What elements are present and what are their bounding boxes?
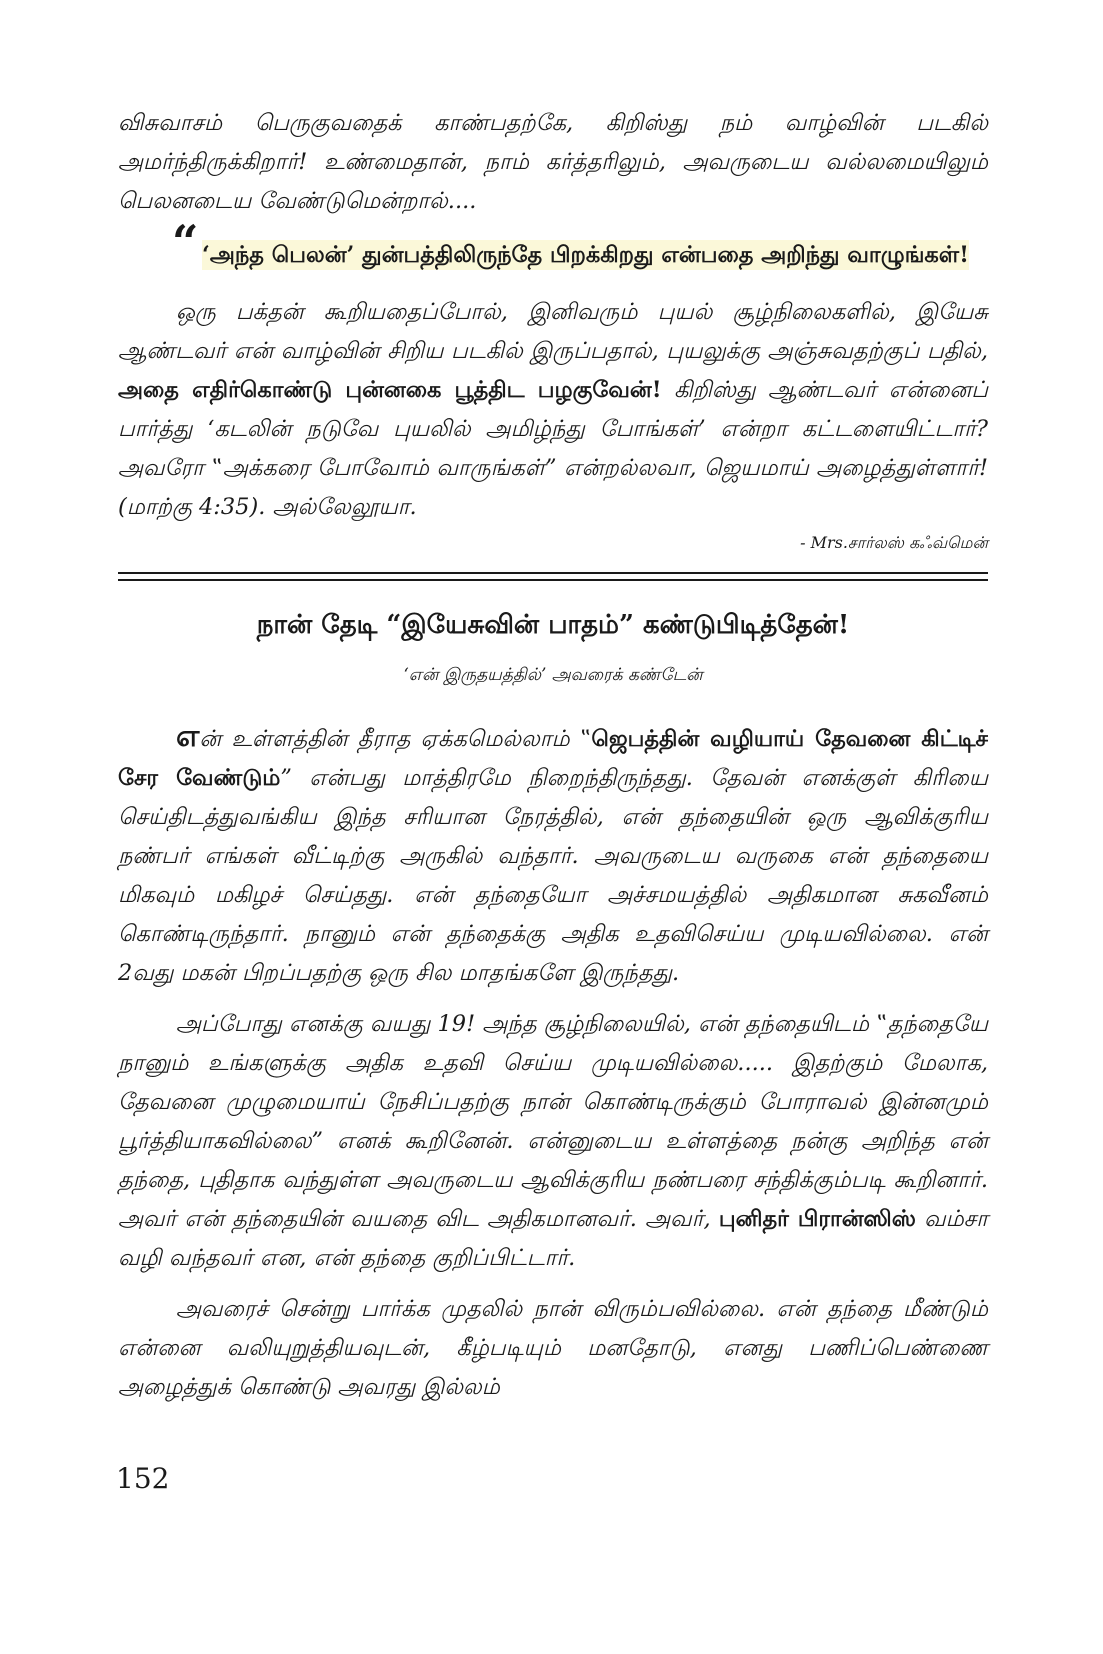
- page-content: [118, 104, 988, 1407]
- quote-text: ‘அந்த பெலன்’ துன்பத்திலிருந்தே பிறக்கிறது என்பதை அறிந்து வாழுங்கள்!: [202, 242, 969, 268]
- paragraph-2-text-b: வம்சா வழி வந்தவர் என, என் தந்தை குறிப்பிட்டார்.: [118, 1205, 988, 1271]
- paragraph-2-text-a: அப்போது எனக்கு வயது 19! அந்த சூழ்நிலையில், என் தந்தையிடம் ‟தந்தையே நானும் உங்களுக்கு அதிக உதவி செய்ய முடியவில்லை..... இதற்கும் மேலாக, தேவனை முழுமையாய் நேசிப்பதற்கு நான் கொண்டிருக்கும் போராவல் இன்னமும் பூர்த்தியாகவில்லை” எனக் கூறினேன். என்னுடைய உள்ளத்தை நன்கு அறிந்த என் தந்தை, புதிதாக வந்துள்ள அவருடைய ஆவிக்குரிய நண்பரை சந்திக்கும்படி கூறினார். அவர் என் தந்தையின் வயதை விட அதிகமானவர். அவர்,: [118, 1010, 988, 1232]
- quote-text-block: [202, 233, 988, 277]
- section-divider: [118, 572, 988, 581]
- paragraph-1-bold: ஜெபத்தின் வழியாய் தேவனை கிட்டிச் சேர வேண்டும்: [118, 725, 988, 791]
- quote-mark-icon: “: [172, 215, 199, 269]
- pull-quote: [172, 215, 988, 277]
- closing-paragraph: [118, 293, 988, 527]
- closing-text-1: ஒரு பக்தன் கூறியதைப்போல், இனிவரும் புயல் சூழ்நிலைகளில், இயேசு ஆண்டவர் என் வாழ்வின் சிறிய படகில் இருப்பதால், புயலுக்கு அஞ்சுவதற்குப் பதில்,: [118, 299, 988, 364]
- section-subtitle: ‘என் இருதயத்தில்’ அவரைக் கண்டேன்: [403, 664, 703, 685]
- paragraph-1-text-b: ” என்பது மாத்திரமே நிறைந்திருந்தது. தேவன் எனக்குள் கிரியை செய்திடத்துவங்கிய இந்த சரியான நேரத்தில், என் தந்தையின் ஒரு ஆவிக்குரிய நண்பர் எங்கள் வீட்டிற்கு அருகில் வந்தார். அவருடைய வருகை என் தந்தையை மிகவும் மகிழச் செய்தது. என் தந்தையோ அச்சமயத்தில் அதிகமான சுகவீனம் கொண்டிருந்தார். நானும் என் தந்தைக்கு அதிக உதவிசெய்ய முடியவில்லை. என் 2வது மகன் பிறப்பதற்கு ஒரு சில மாதங்களே இருந்தது.: [118, 764, 989, 986]
- paragraph-3: [118, 1290, 988, 1407]
- paragraph-3-text: அவரைச் சென்று பார்க்க முதலில் நான் விரும்பவில்லை. என் தந்தை மீண்டும் என்னை வலியுறுத்தியவுடன், கீழ்படியும் மனதோடு, எனது பணிப்பெண்ணை அழைத்துக் கொண்டு அவரது இல்லம்: [118, 1295, 988, 1400]
- paragraph-2-bold: புனிதர் பிரான்ஸிஸ்: [718, 1205, 916, 1232]
- section-title: நான் தேடி “இயேசுவின் பாதம்” கண்டுபிடித்தேன்!: [256, 610, 850, 640]
- paragraph-2: [118, 1005, 988, 1278]
- paragraph-1-text-a: ன் உள்ளத்தின் தீராத ஏக்கமெல்லாம் ‟: [199, 725, 592, 752]
- intro-text: விசுவாசம் பெருகுவதைக் காண்பதற்கே, கிறிஸ்து நம் வாழ்வின் படகில் அமர்ந்திருக்கிறார்! உண்மைதான், நாம் கர்த்தரிலும், அவருடைய வல்லமையிலும் பெலனடைய வேண்டுமென்றால்....: [118, 110, 988, 214]
- author-signature: - Mrs.சார்லஸ் கஃவ்மென்: [800, 533, 988, 552]
- page-number: 152: [116, 1462, 170, 1495]
- dropcap-letter: எ: [176, 718, 200, 754]
- closing-bold-text: அதை எதிர்கொண்டு புன்னகை பூத்திட பழகுவேன்!: [118, 377, 662, 403]
- paragraph-1: [118, 717, 988, 993]
- closing-text-2: கிறிஸ்து ஆண்டவர் என்னைப் பார்த்து ‘கடலின் நடுவே புயலில் அமிழ்ந்து போங்கள்’ என்றா கட்டளையிட்டார்? அவரோ ‟அக்கரை போவோம் வாருங்கள்” என்றல்லவா, ஜெயமாய் அழைத்துள்ளார்! (மாற்கு 4:35). அல்லேலூயா.: [118, 377, 988, 520]
- intro-paragraph: [118, 104, 988, 221]
